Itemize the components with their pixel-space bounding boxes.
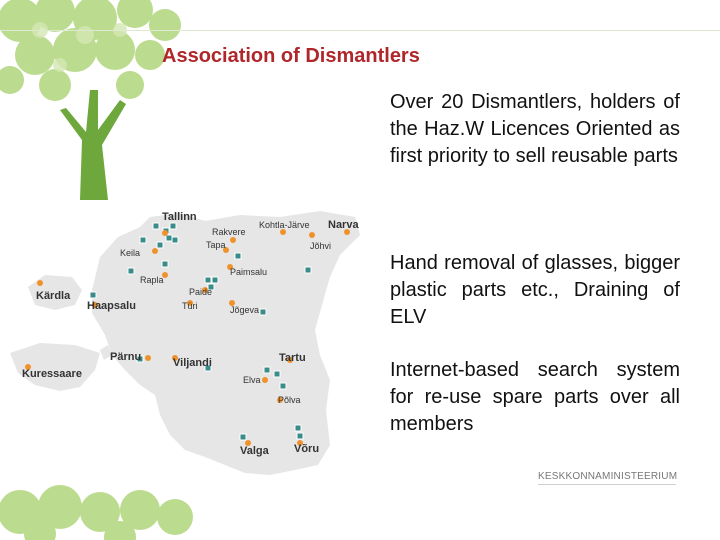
city-label: Pärnu	[110, 351, 142, 363]
header-rule	[0, 30, 720, 31]
city-label: Kohtla-Järve	[259, 220, 310, 230]
city-label: Tapa	[206, 240, 226, 250]
marker-teal	[128, 268, 134, 274]
marker-teal	[260, 309, 266, 315]
city-label: Türi	[182, 301, 198, 311]
marker-teal	[140, 237, 146, 243]
city-dot	[309, 232, 315, 238]
slide-title: Association of Dismantlers	[162, 45, 420, 67]
marker-teal	[305, 267, 311, 273]
city-label: Paide	[189, 287, 213, 297]
city-label: Kärdla	[36, 290, 71, 302]
marker-teal	[295, 425, 301, 431]
marker-teal	[153, 223, 159, 229]
bullet-hand-removal: Hand removal of glasses, bigger plastic parts etc., Draining of ELV	[390, 252, 680, 328]
city-label: Põlva	[278, 395, 301, 405]
city-dot	[152, 248, 158, 254]
city-dot	[37, 280, 43, 286]
marker-teal	[170, 223, 176, 229]
marker-teal	[297, 433, 303, 439]
city-label: Tartu	[279, 352, 306, 364]
estonia-map	[0, 195, 375, 495]
city-label: Võru	[294, 443, 320, 455]
footer-rule	[538, 484, 676, 485]
city-label: Kuressaare	[22, 368, 82, 380]
marker-teal	[212, 277, 218, 283]
city-label: Keila	[120, 248, 141, 258]
city-label: Valga	[240, 445, 269, 457]
marker-teal	[235, 253, 241, 259]
city-dot	[162, 230, 168, 236]
city-label: Rapla	[140, 275, 164, 285]
city-label: Viljandi	[173, 357, 212, 369]
marker-teal	[274, 371, 280, 377]
city-label: Rakvere	[212, 227, 246, 237]
bullet-dismantlers: Over 20 Dismantlers, holders of the Haz.W Licences Oriented as first priority to sell reusable parts	[390, 91, 680, 167]
city-label: Paimsalu	[230, 267, 268, 277]
city-label: Jõgeva	[230, 305, 260, 315]
city-label: Haapsalu	[87, 300, 136, 312]
marker-teal	[264, 367, 270, 373]
marker-teal	[90, 292, 96, 298]
marker-teal	[240, 434, 246, 440]
ministry-logo-text: KESKKONNAMINISTEERIUM	[538, 471, 678, 482]
city-dot	[230, 237, 236, 243]
city-dot	[145, 355, 151, 361]
city-label: Elva	[243, 375, 261, 385]
city-label: Jõhvi	[310, 241, 332, 251]
marker-teal	[166, 235, 172, 241]
saaremaa-shape	[10, 343, 100, 391]
city-label: Narva	[328, 219, 359, 231]
marker-teal	[157, 242, 163, 248]
bullet-search-system: Internet-based search system for re-use spare parts over all members	[390, 359, 680, 435]
city-dot	[262, 377, 268, 383]
marker-teal	[280, 383, 286, 389]
marker-teal	[172, 237, 178, 243]
marker-teal	[205, 277, 211, 283]
marker-teal	[162, 261, 168, 267]
city-label: Tallinn	[162, 211, 197, 223]
